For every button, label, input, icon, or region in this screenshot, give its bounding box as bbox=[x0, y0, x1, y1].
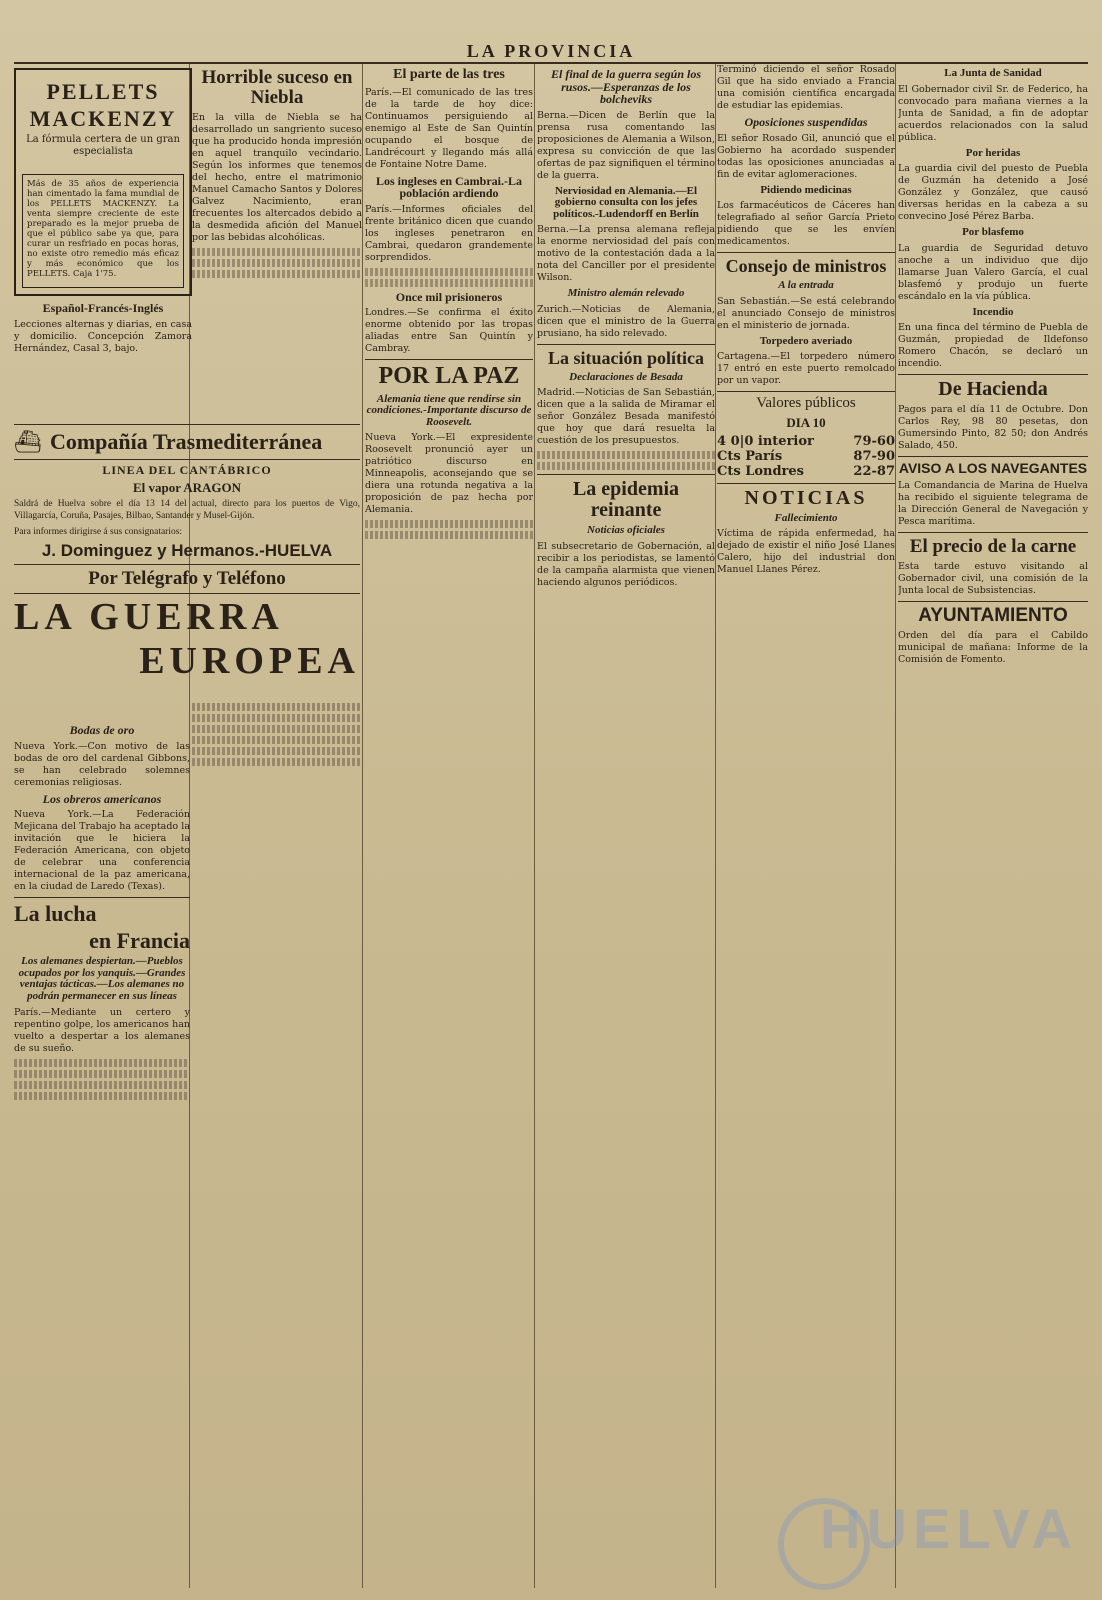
divider bbox=[537, 344, 715, 345]
health-text: El Gobernador civil Sr. de Federico, ha convocado para mañana viernes a la Junta de Sanidad, a fin de adoptar acuerdos relacionados con la salud pública. bbox=[898, 83, 1088, 143]
health-heading: La Junta de Sanidad bbox=[944, 67, 1042, 79]
shipping-ad bbox=[14, 420, 360, 686]
illegible-text bbox=[192, 714, 360, 722]
illegible-text bbox=[14, 1059, 190, 1067]
cambrai-heading: Los ingleses en Cambrai.-La población ardiendo bbox=[375, 173, 522, 201]
illegible-text bbox=[192, 248, 362, 256]
divider bbox=[898, 532, 1088, 533]
value-amount: 22-87 bbox=[853, 463, 895, 479]
column-1 bbox=[14, 64, 192, 404]
column-2 bbox=[192, 64, 362, 384]
navigators-text: La Comandancia de Marina de Huelva ha recibido el siguiente telegrama de la Dirección General de Navegación y Pesca marítima. bbox=[898, 479, 1088, 527]
meat-text: Esta tarde estuvo visitando al Gobernador civil, una comisión de la Junta local de Subsistencias. bbox=[898, 560, 1088, 596]
peace-text: Nueva York.—El expresidente Roosevelt pronunció ayer un patriótico discurso en Minneapolis, aconsejando que se diera una rotunda negativa a la proposición de paz hecha por Alemania. bbox=[365, 432, 533, 516]
illegible-text bbox=[192, 270, 362, 278]
illegible-text bbox=[14, 1070, 190, 1078]
workers-heading: Los obreros americanos bbox=[42, 791, 162, 806]
politics-text: Madrid.—Noticias de San Sebastián, dicen que a la salida de Miramar el señor González Besada manifestó que hoy que dará resuelta la cuestión de los presupuestos. bbox=[537, 387, 715, 447]
france-heading-1: La lucha bbox=[14, 901, 97, 927]
treasury-heading: De Hacienda bbox=[938, 378, 1048, 401]
shipping-header bbox=[14, 429, 360, 455]
divider bbox=[537, 474, 715, 475]
column-rule bbox=[895, 64, 896, 1588]
blasphemy-text: La guardia de Seguridad detuvo anoche a un individuo que dijo llamarse Juan Valero García, el cual blasfemó y produjo un fuerte escándalo en la vía pública. bbox=[898, 242, 1088, 302]
watermark-text: HUELVA bbox=[820, 1497, 1078, 1560]
gold-wedding-text: Nueva York.—Con motivo de las bodas de oro del cardenal Gibbons, se han celebrado solemnes ceremonias religiosas. bbox=[14, 740, 190, 788]
column-rule bbox=[534, 64, 535, 1588]
illegible-text bbox=[192, 736, 360, 744]
column-rule bbox=[362, 64, 363, 1588]
archive-watermark bbox=[778, 1496, 1078, 1576]
ad-notice: Más de 35 años de experiencia han cimentado la fama mundial de los PELLETS MACKENZY. La venta siempre creciente de este preparado es la mejor prueba de que el público sabe ya que, para curar un resfriado en pocas horas, no existe otro remedio más eficaz y más económico que los PELLETS. Caja 1'75. bbox=[27, 179, 179, 280]
peace-heading: POR LA PAZ bbox=[378, 363, 520, 390]
news-subtitle: Fallecimiento bbox=[774, 511, 838, 524]
opposition-heading: Oposiciones suspendidas bbox=[744, 115, 868, 129]
prisoners-heading: Once mil prisioneros bbox=[395, 289, 503, 304]
value-row bbox=[717, 449, 895, 464]
epidemic-heading: La epidemia reinante bbox=[572, 478, 680, 522]
illegible-text bbox=[537, 451, 715, 459]
value-name: 4 0|0 interior bbox=[717, 433, 814, 449]
berlin-text: Berna.—La prensa alemana refleja la enorme nerviosidad del país con motivo de la contestación dada a la nota del Canciller por el presidente Wilson. bbox=[537, 224, 715, 284]
values-table bbox=[717, 434, 895, 479]
column-rule bbox=[715, 64, 716, 1588]
divider bbox=[717, 483, 895, 484]
gold-wedding-heading: Bodas de oro bbox=[69, 723, 135, 737]
torpedo-text: Cartagena.—El torpedero número 17 entró en este puerto remolcado por un vapor. bbox=[717, 351, 895, 387]
epidemic-text: El subsecretario de Gobernación, al recibir a los periodistas, se lamentó de la campaña alarmista que vienen haciendo algunos periódicos. bbox=[537, 540, 715, 588]
value-row bbox=[717, 434, 895, 449]
france-heading-2: en Francia bbox=[89, 928, 190, 954]
france-text: París.—Mediante un certero y repentino golpe, los americanos han vuelto a despertar a los alemanes de su sueño. bbox=[14, 1006, 190, 1054]
council-subtitle: A la entrada bbox=[778, 279, 834, 292]
injuries-text: La guardia civil del puesto de Puebla de Guzmán ha detenido a José González y González, que causó diversas heridas en la cabeza a su convecino José Pérez Barba. bbox=[898, 163, 1088, 223]
torpedo-heading: Torpedero averiado bbox=[759, 334, 853, 347]
value-name: Cts Londres bbox=[717, 463, 804, 479]
values-day: DIA 10 bbox=[786, 414, 826, 430]
ad-notice-box bbox=[22, 174, 184, 288]
lessons-heading: Español-Francés-Inglés bbox=[42, 301, 164, 316]
ad-brand-line-2: MACKENZY bbox=[29, 106, 177, 132]
illegible-text bbox=[14, 1092, 190, 1100]
illegible-text bbox=[192, 758, 360, 766]
ad-tagline: La fórmula certera de un gran especialista bbox=[26, 134, 180, 158]
value-amount: 79-60 bbox=[853, 433, 895, 449]
column-6 bbox=[898, 64, 1088, 1464]
shipping-consignees-label: Para informes dirigirse á sus consignatarios: bbox=[14, 527, 183, 538]
epidemic-subtitle: Noticias oficiales bbox=[587, 524, 665, 537]
navigators-heading: AVISO A LOS NAVEGANTES bbox=[898, 460, 1088, 477]
blasphemy-heading: Por blasfemo bbox=[962, 226, 1024, 239]
war-left-column bbox=[14, 720, 190, 1480]
illegible-text bbox=[192, 725, 360, 733]
minister-heading: Ministro alemán relevado bbox=[567, 287, 685, 300]
council-heading: Consejo de ministros bbox=[725, 256, 887, 277]
meat-heading: El precio de la carne bbox=[909, 535, 1077, 557]
cambrai-text: París.—Informes oficiales del frente británico dicen que cuando los ingleses penetraron en Cambrai, quedaron grandemente sorprendidos. bbox=[365, 203, 533, 263]
news-text: Víctima de rápida enfermedad, ha dejado de existir el niño José Llanes Calero, hijo del industrial don Manuel Llanes Pérez. bbox=[717, 528, 895, 576]
council-agenda-heading: AYUNTAMIENTO bbox=[918, 604, 1068, 626]
russians-heading: El final de la guerra según los rusos.—Esperanzas de los bolcheviks bbox=[550, 67, 702, 107]
illegible-text bbox=[14, 1081, 190, 1089]
peace-subtitle: Alemania tiene que rendirse sin condiciones.-Importante discurso de Roosevelt. bbox=[366, 392, 532, 428]
divider bbox=[898, 601, 1088, 602]
fire-heading: Incendio bbox=[972, 305, 1014, 318]
value-row bbox=[717, 464, 895, 479]
divider bbox=[717, 252, 895, 253]
minister-text: Zurich.—Noticias de Alemania, dicen que el ministro de la Guerra prusiano, ha sido relevado. bbox=[537, 303, 715, 339]
epidemic-continued-text: Terminó diciendo el señor Rosado Gil que ha sido enviado a Francia una comisión científica encargada de estudiar las epidemias. bbox=[717, 64, 895, 111]
illegible-text bbox=[192, 703, 360, 711]
treasury-text: Pagos para el día 11 de Octubre. Don Carlos Rey, 98 80 pesetas, don Gumersindo Pinto, 82 50; don Andrés Salado, 450. bbox=[898, 404, 1088, 452]
illegible-text bbox=[365, 279, 533, 287]
france-subtitle: Los alemanes despiertan.—Pueblos ocupados por los yanquis.—Grandes ventajas tácticas.—Los alemanes no podrán permanecer en sus líneas bbox=[18, 955, 186, 1003]
berlin-heading: Nerviosidad en Alemania.—El gobierno consulta con los jefes políticos.-Ludendorff en Berlín bbox=[553, 184, 699, 220]
divider bbox=[14, 564, 360, 565]
council-agenda-text: Orden del día para el Cabildo municipal de mañana: Informe de la Comisión de Fomento. bbox=[898, 629, 1088, 665]
medicines-heading: Pidiendo medicinas bbox=[760, 183, 852, 196]
russians-text: Berna.—Dicen de Berlín que la prensa rusa comentando las proposiciones de Alemania a Wilson, expresa su convicción de que las ofertas de paz signifiquen el término de la guerra. bbox=[537, 109, 715, 181]
divider bbox=[898, 374, 1088, 375]
watermark-seal-icon bbox=[778, 1498, 870, 1590]
illegible-text bbox=[192, 259, 362, 267]
fire-text: En una finca del término de Puebla de Guzmán, propiedad de Ildefonso Romero Chacón, se declaró un incendio. bbox=[898, 322, 1088, 370]
workers-text: Nueva York.—La Federación Mejicana del Trabajo ha aceptado la invitación que le hiciera la Federación Americana, con objeto de celebrar una conferencia internacional de la paz americana, en la ciudad de Laredo (Texas). bbox=[14, 809, 190, 893]
news-heading: NOTICIAS bbox=[744, 486, 868, 509]
illegible-text bbox=[537, 462, 715, 470]
shipping-ship: El vapor ARAGON bbox=[132, 479, 242, 495]
shipping-consignees: J. Dominguez y Hermanos.-HUELVA bbox=[41, 541, 333, 561]
divider bbox=[14, 593, 360, 594]
council-text: San Sebastián.—Se está celebrando el anunciado Consejo de ministros en el ministerio de jornada. bbox=[717, 295, 895, 331]
medicines-text: Los farmacéuticos de Cáceres han telegrafiado al señor García Prieto pidiendo que se les envíen medicamentos. bbox=[717, 200, 895, 248]
war-headline-1: LA GUERRA bbox=[14, 596, 284, 639]
niebla-text: En la villa de Niebla se ha desarrollado un sangriento suceso que ha producido honda impresión en aquel tranquilo vecindario. Según los informes que tenemos del hecho, entre el matrimonio Manuel Camacho Santos y Dolores Galvez Nacimiento, eran frecuentes los altercados debido a la desmedida afición del Manuel por las bebidas alcohólicas. bbox=[192, 111, 362, 243]
politics-subtitle: Declaraciones de Besada bbox=[569, 370, 683, 383]
value-amount: 87-90 bbox=[853, 448, 895, 464]
divider bbox=[14, 459, 360, 460]
column-3 bbox=[365, 64, 533, 1464]
divider bbox=[898, 456, 1088, 457]
newspaper-title: LA PROVINCIA bbox=[466, 40, 636, 61]
column-4 bbox=[537, 64, 715, 1464]
niebla-heading: Horrible suceso en Niebla bbox=[201, 67, 353, 108]
politics-heading: La situación política bbox=[547, 347, 704, 368]
telegraph-title: Por Telégrafo y Teléfono bbox=[88, 568, 286, 590]
opposition-text: El señor Rosado Gil, anunció que el Gobierno ha acordado suspender todas las oposiciones anunciadas a fin de evitar aglomeraciones. bbox=[717, 132, 895, 180]
war-headline-2: EUROPEA bbox=[139, 639, 360, 682]
ship-icon: ⛴ bbox=[14, 429, 42, 454]
injuries-heading: Por heridas bbox=[965, 146, 1021, 159]
shipping-line: LINEA DEL CANTÁBRICO bbox=[102, 463, 272, 477]
values-heading: Valores públicos bbox=[756, 395, 856, 412]
pellets-ad bbox=[14, 68, 192, 296]
ad-brand-line-1: PELLETS bbox=[46, 79, 160, 104]
column-5 bbox=[717, 64, 895, 1464]
divider bbox=[365, 359, 533, 360]
part-text: París.—El comunicado de las tres de la tarde de hoy dice: Continuamos persiguiendo al enemigo al Este de San Quintín ocupando el bosque de Landrécourt y llegando más allá de Fontaine Notre Dame. bbox=[365, 86, 533, 170]
shipping-company: Compañía Trasmediterránea bbox=[49, 429, 323, 455]
illegible-text bbox=[192, 747, 360, 755]
masthead bbox=[14, 40, 1088, 64]
divider bbox=[717, 391, 895, 392]
part-heading: El parte de las tres bbox=[393, 67, 505, 82]
war-right-column bbox=[192, 700, 360, 1480]
prisoners-text: Londres.—Se confirma el éxito enorme obtenido por las tropas aliadas entre San Quintín y Cambray. bbox=[365, 307, 533, 355]
divider bbox=[14, 424, 360, 425]
illegible-text bbox=[365, 268, 533, 276]
lessons-text: Lecciones alternas y diarias, en casa y domicilio. Concepción Zamora Hernández, Casal 3, bajo. bbox=[14, 318, 192, 354]
shipping-text: Saldrá de Huelva sobre el día 13 14 del actual, directo para los puertos de Vigo, Villagarcía, Coruña, Pasajes, Bilbao, Santander y Musel-Gijón. bbox=[14, 499, 360, 522]
illegible-text bbox=[365, 520, 533, 528]
illegible-text bbox=[365, 531, 533, 539]
divider bbox=[14, 897, 190, 898]
value-name: Cts París bbox=[717, 448, 783, 464]
